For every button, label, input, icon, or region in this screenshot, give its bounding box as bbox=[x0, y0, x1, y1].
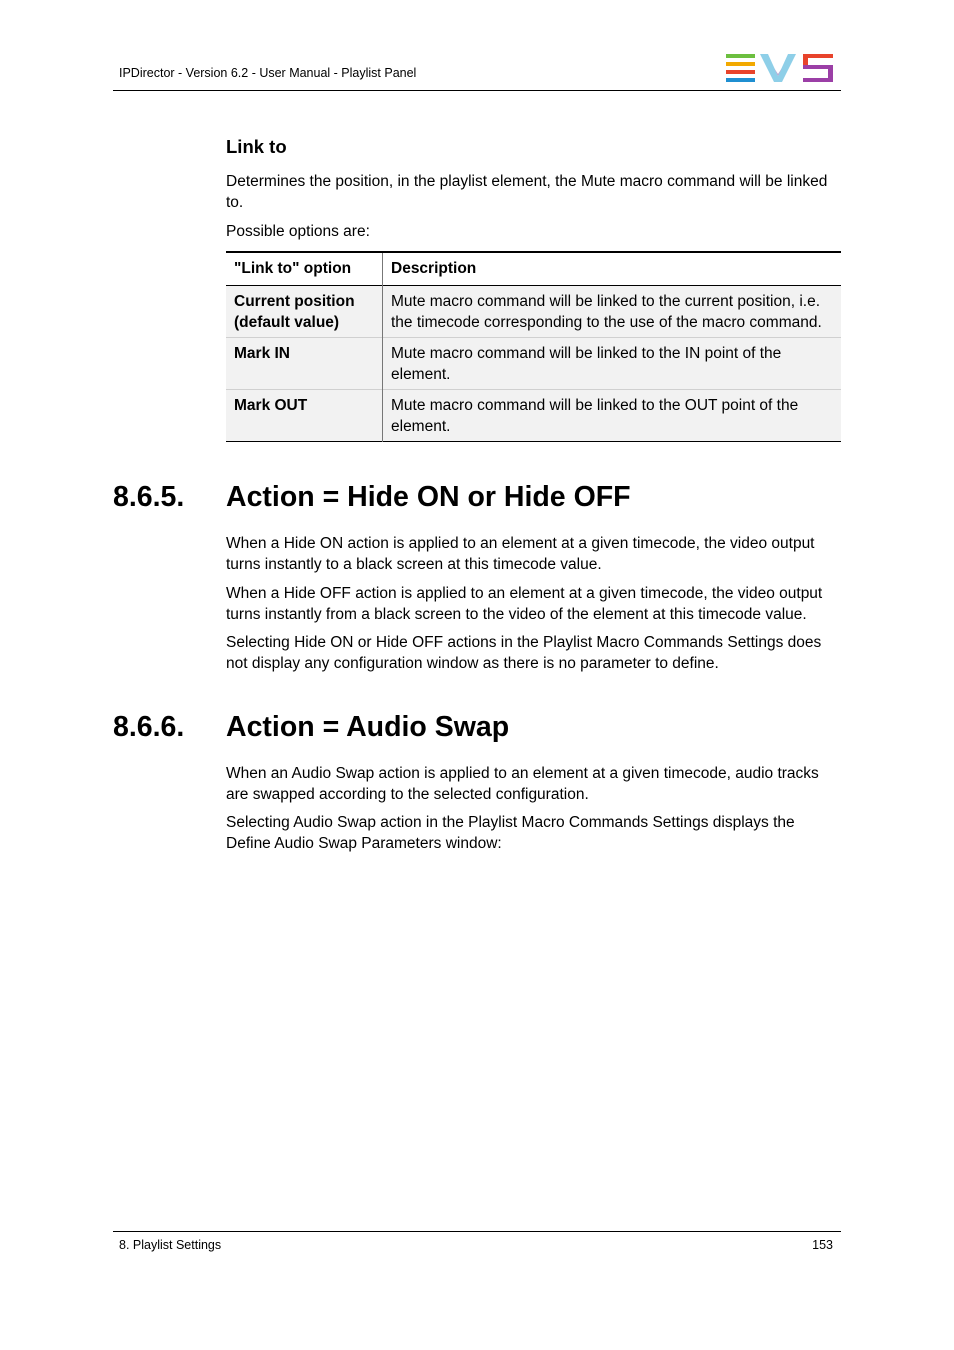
link-to-intro: Determines the position, in the playlist element, the Mute macro command will be linked to. bbox=[226, 173, 828, 211]
table-row bbox=[226, 389, 841, 441]
running-header: IPDirector - Version 6.2 - User Manual - Playlist Panel bbox=[119, 66, 417, 80]
section-865-paragraph: Selecting Hide ON or Hide OFF actions in the Playlist Macro Commands Settings does not display any configuration window as there is no parameter to define. bbox=[226, 634, 822, 672]
description-cell: Mute macro command will be linked to the current position, i.e. the timecode corresponding to the use of the macro command. bbox=[391, 292, 822, 331]
link-to-options-table bbox=[226, 251, 841, 442]
table-row bbox=[226, 285, 841, 337]
section-866-number: 8.6.6. bbox=[113, 711, 185, 743]
table-row bbox=[226, 337, 841, 389]
footer-chapter: 8. Playlist Settings bbox=[119, 1238, 222, 1252]
option-name: Mark IN bbox=[234, 344, 290, 362]
section-865-paragraph: When a Hide OFF action is applied to an element at a given timecode, the video output turns instantly from a black screen to the video of the element at this timecode value. bbox=[226, 585, 823, 623]
section-865-title: Action = Hide ON or Hide OFF bbox=[226, 481, 631, 513]
section-865-paragraph: When a Hide ON action is applied to an element at a given timecode, the video output turns instantly to a black screen at this timecode value. bbox=[226, 535, 815, 573]
section-866-paragraph: When an Audio Swap action is applied to an element at a given timecode, audio tracks are swapped according to the selected configuration. bbox=[226, 765, 819, 803]
column-header-option: "Link to" option bbox=[226, 252, 383, 285]
link-to-heading: Link to bbox=[226, 136, 287, 157]
option-note: (default value) bbox=[234, 313, 340, 331]
header-rule bbox=[113, 90, 841, 91]
option-name: Current position bbox=[234, 292, 355, 310]
option-name: Mark OUT bbox=[234, 396, 308, 414]
evs-logo bbox=[726, 54, 834, 82]
options-label: Possible options are: bbox=[226, 223, 370, 240]
option-cell bbox=[226, 285, 383, 337]
option-cell bbox=[226, 337, 383, 389]
footer-rule bbox=[113, 1231, 841, 1232]
table-header-row bbox=[226, 252, 841, 285]
column-header-description: Description bbox=[383, 252, 842, 285]
description-cell: Mute macro command will be linked to the OUT point of the element. bbox=[391, 396, 799, 435]
page-number: 153 bbox=[812, 1238, 833, 1252]
section-866-title: Action = Audio Swap bbox=[226, 711, 510, 743]
description-cell: Mute macro command will be linked to the IN point of the element. bbox=[391, 344, 782, 383]
section-865-number: 8.6.5. bbox=[113, 481, 185, 513]
option-cell bbox=[226, 389, 383, 441]
section-866-paragraph: Selecting Audio Swap action in the Playlist Macro Commands Settings displays the Define Audio Swap Parameters window: bbox=[226, 814, 795, 852]
